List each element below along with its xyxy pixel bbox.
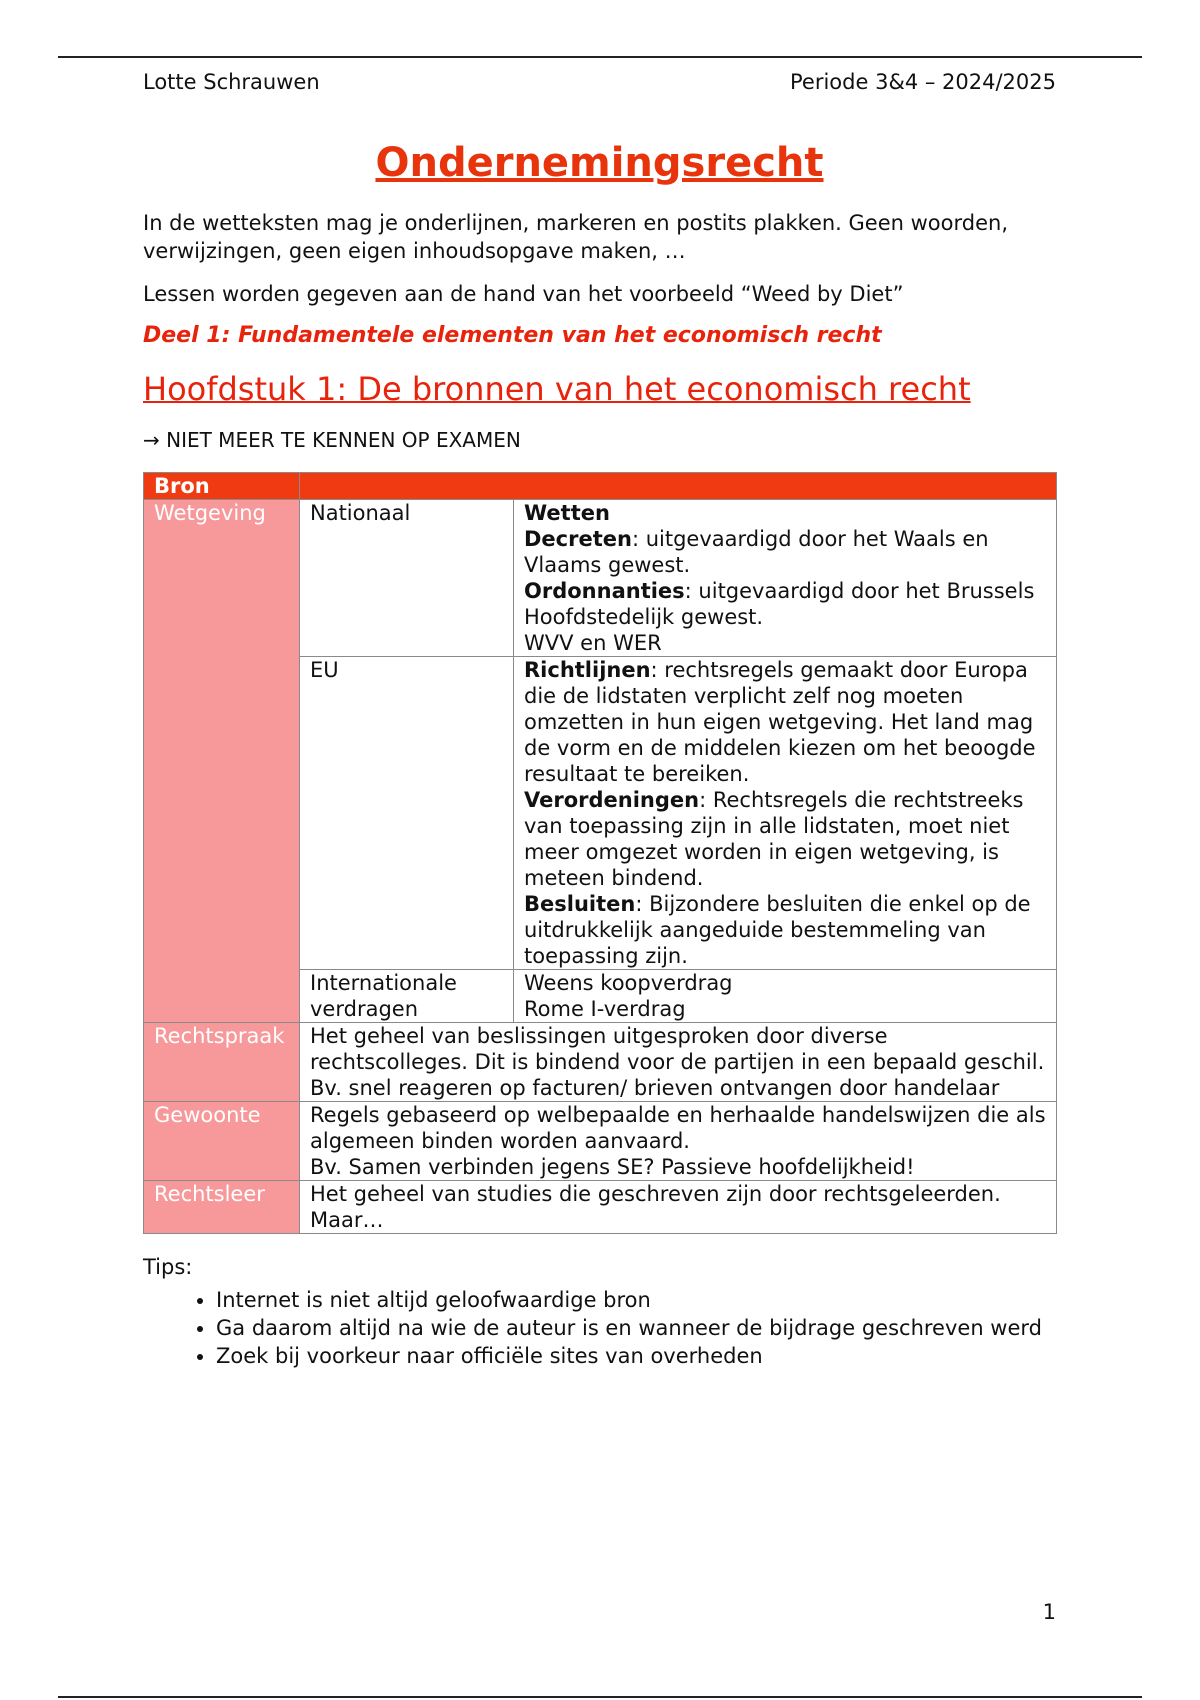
- list-item: • Internet is niet altijd geloofwaardige bron: [216, 1286, 1056, 1314]
- term-wetten: Wetten: [524, 501, 610, 525]
- page-header: [143, 70, 1056, 100]
- source-rechtsleer: Rechtsleer: [144, 1181, 300, 1234]
- term-decreten: Decreten: [524, 527, 632, 551]
- term-besluiten: Besluiten: [524, 892, 636, 916]
- rechtsleer-content: Het geheel van studies die geschreven zijn door rechtsgeleerden. Maar…: [300, 1181, 1057, 1234]
- rechtspraak-content: [300, 1023, 1057, 1102]
- bottom-rule: [58, 1696, 1142, 1698]
- category-eu: EU: [300, 657, 514, 970]
- source-rechtspraak: Rechtspraak: [144, 1023, 300, 1102]
- table-header-empty: [300, 473, 1057, 500]
- tips-list: [143, 1286, 1056, 1370]
- decreten-text: : uitgevaardigd door het Waals en Vlaams gewest.: [524, 527, 989, 577]
- rome-verdrag: Rome I-verdrag: [524, 997, 686, 1021]
- nationaal-content: [514, 500, 1057, 657]
- tips-label: Tips:: [143, 1255, 193, 1279]
- eu-content: [514, 657, 1057, 970]
- list-item: • Ga daarom altijd na wie de auteur is en wanneer de bijdrage geschreven werd: [216, 1314, 1056, 1342]
- term-richtlijnen: Richtlijnen: [524, 658, 651, 682]
- table-row: [144, 1102, 1057, 1181]
- chapter-heading: Hoofdstuk 1: De bronnen van het economisch recht: [143, 370, 971, 408]
- gewoonte-content: [300, 1102, 1057, 1181]
- list-item: • Zoek bij voorkeur naar officiële sites van overheden: [216, 1342, 1056, 1370]
- table-row: [144, 1023, 1057, 1102]
- source-wetgeving: Wetgeving: [144, 500, 300, 1023]
- gewoonte-example: Bv. Samen verbinden jegens SE? Passieve hoofdelijkheid!: [310, 1155, 915, 1179]
- verordeningen-text: : Rechtsregels die rechtstreeks van toepassing zijn in alle lidstaten, moet niet meer omgezet worden in eigen wetgeving, is meteen bindend.: [524, 788, 1024, 890]
- term-verordeningen: Verordeningen: [524, 788, 700, 812]
- wvv-text: WVV en WER: [524, 631, 662, 655]
- intro-paragraph-1: In de wetteksten mag je onderlijnen, markeren en postits plakken. Geen woorden, verwijzingen, geen eigen inhoudsopgave maken, …: [143, 211, 1008, 263]
- besluiten-text: : Bijzondere besluiten die enkel op de uitdrukkelijk aangeduide bestemmeling van toepassing zijn.: [524, 892, 1031, 968]
- internationaal-content: [514, 970, 1057, 1023]
- gewoonte-text: Regels gebaseerd op welbepaalde en herhaalde handelswijzen die als algemeen binden worden aanvaard.: [310, 1103, 1046, 1153]
- weens-koopverdrag: Weens koopverdrag: [524, 971, 733, 995]
- ordonnanties-text: : uitgevaardigd door het Brussels Hoofdstedelijk gewest.: [524, 579, 1035, 629]
- table-row: [144, 1181, 1057, 1234]
- rechtspraak-text: Het geheel van beslissingen uitgesproken door diverse rechtscolleges. Dit is bindend voor de partijen in een bepaald geschil.: [310, 1024, 1045, 1074]
- category-internationaal: Internationale verdragen: [300, 970, 514, 1023]
- table-row: [144, 500, 1057, 657]
- category-nationaal: Nationaal: [300, 500, 514, 657]
- document-title: Ondernemingsrecht: [375, 140, 824, 186]
- table-header-bron: Bron: [144, 473, 300, 500]
- top-rule: [58, 56, 1142, 58]
- period-label: Periode 3&4 – 2024/2025: [790, 70, 1056, 94]
- source-gewoonte: Gewoonte: [144, 1102, 300, 1181]
- table-header-row: [144, 473, 1057, 500]
- rechtspraak-example: Bv. snel reageren op facturen/ brieven ontvangen door handelaar: [310, 1076, 1000, 1100]
- exam-note: → NIET MEER TE KENNEN OP EXAMEN: [143, 428, 521, 452]
- author-name: Lotte Schrauwen: [143, 70, 320, 94]
- sources-table: [143, 472, 1057, 1234]
- part-heading: Deel 1: Fundamentele elementen van het economisch recht: [143, 323, 882, 348]
- term-ordonnanties: Ordonnanties: [524, 579, 685, 603]
- page-number: 1: [1042, 1600, 1056, 1624]
- intro-paragraph-2: Lessen worden gegeven aan de hand van het voorbeeld “Weed by Diet”: [143, 282, 904, 306]
- richtlijnen-text: : rechtsregels gemaakt door Europa die de lidstaten verplicht zelf nog moeten omzetten in hun eigen wetgeving. Het land mag de vorm en de middelen kiezen om het beoogde resultaat te bereiken.: [524, 658, 1036, 786]
